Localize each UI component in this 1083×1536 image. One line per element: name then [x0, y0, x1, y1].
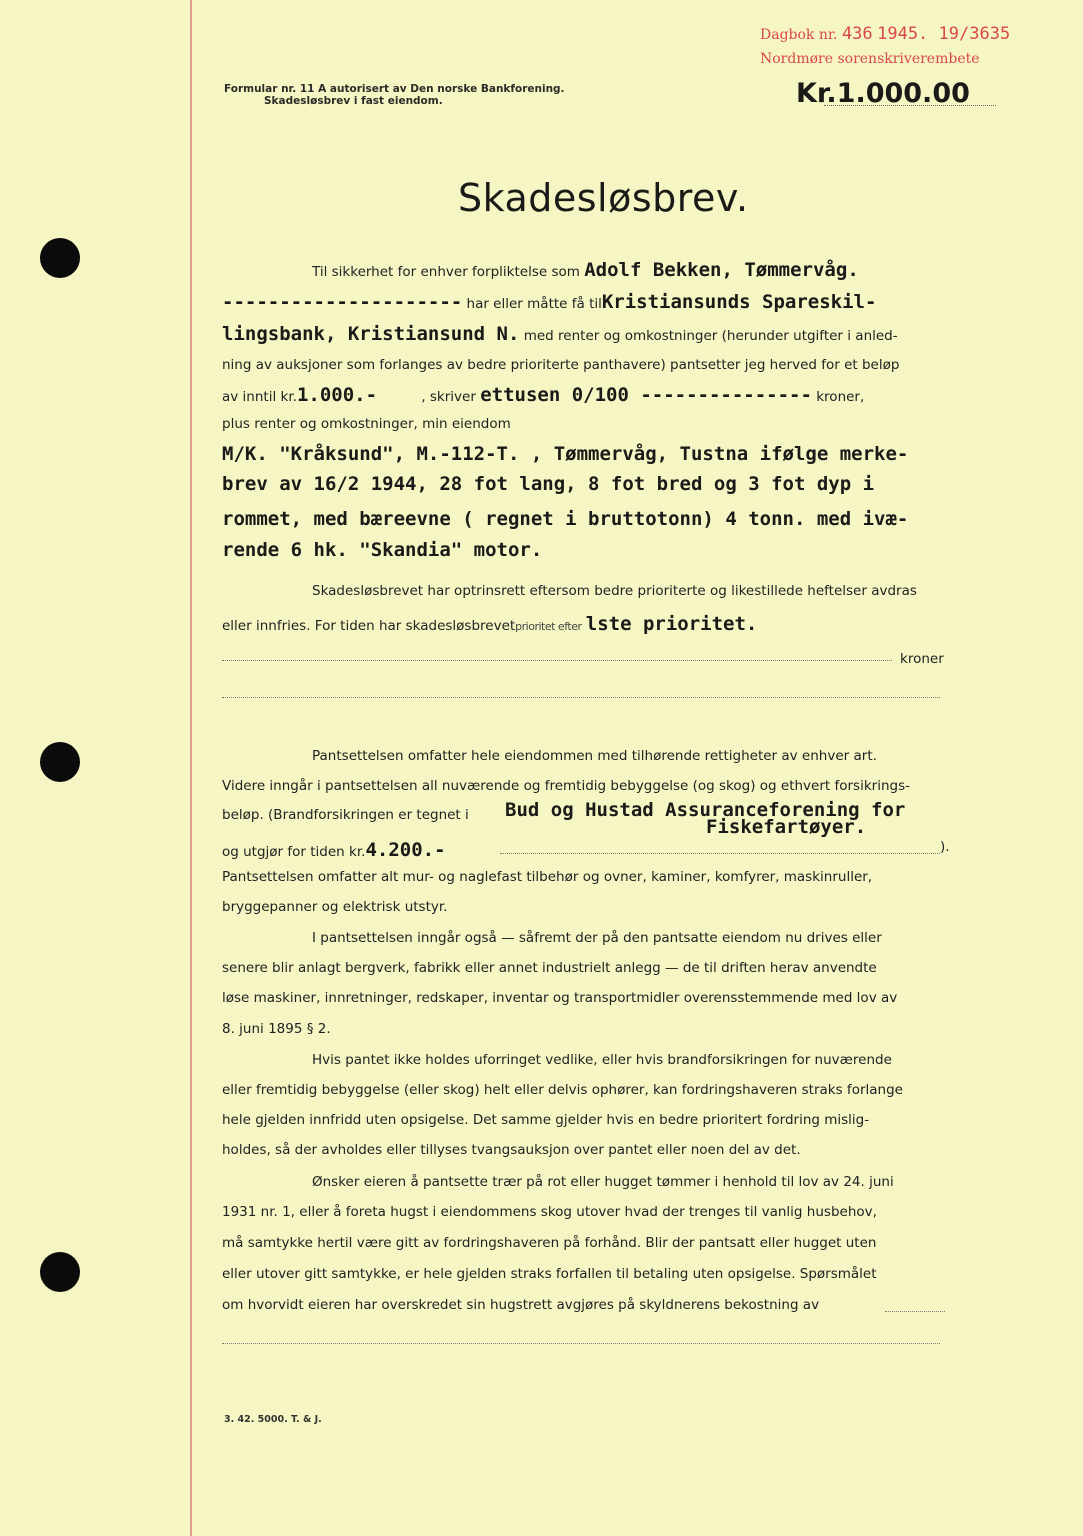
form-header: [224, 83, 565, 107]
debtor-name: Adolf Bekken, Tømmervåg.: [584, 259, 859, 281]
text-line: eller fremtidig bebyggelse (eller skog) helt eller delvis ophører, kan fordringshaveren straks forlange: [222, 1082, 903, 1098]
property-line: rommet, med bæreevne ( regnet i bruttotonn) 4 tonn. med ivæ-: [222, 508, 909, 530]
form-header-line2: Skadesløsbrev i fast eiendom.: [264, 95, 443, 107]
amount-prefix: Kr.: [796, 78, 837, 109]
dash-fill: ---------------------: [222, 291, 463, 313]
insurer-name-b: Fiskefartøyer.: [706, 816, 867, 838]
text-line: og utgjør for tiden kr.4.200.-: [222, 839, 446, 861]
text-line: kroner: [900, 651, 944, 667]
amount-value: 1.000.00: [836, 78, 970, 109]
text-line: beløp. (Brandforsikringen er tegnet i: [222, 807, 469, 823]
text-line: Ønsker eieren å pantsette trær på rot eller hugget tømmer i henhold til lov av 24. juni: [312, 1174, 894, 1190]
blank-line: [222, 697, 940, 698]
text-line: Videre inngår i pantsettelsen all nuværende og fremtidig bebyggelse (og skog) og ethvert forsikrings-: [222, 778, 910, 794]
blank-line: [885, 1311, 945, 1312]
text-line: lingsbank, Kristiansund N. med renter og omkostninger (herunder utgifter i anled-: [222, 323, 898, 345]
text-line: løse maskiner, innretninger, redskaper, inventar og transportmidler overensstemmende med lov av: [222, 990, 898, 1006]
text-line: hele gjelden innfridd uten opsigelse. Det samme gjelder hvis en bedre prioritert fordring mislig-: [222, 1112, 870, 1128]
stamp-number: 436: [841, 24, 873, 44]
stamp-page: 635: [979, 24, 1011, 44]
text-line: må samtykke hertil være gitt av fordringshaveren på forhånd. Blir der pantsatt eller hugget uten: [222, 1235, 877, 1251]
amount-box: [796, 78, 970, 109]
form-header-line1: Formular nr. 11 A autorisert av Den norske Bankforening.: [224, 83, 565, 95]
stamp-label: Dagbok nr.: [760, 27, 838, 43]
insured-amount: 4.200.-: [365, 839, 446, 861]
text-line: I pantsettelsen inngår også — såfremt der på den pantsatte eiendom nu drives eller: [312, 930, 882, 946]
amount-digits: 1.000.-: [296, 384, 378, 406]
punch-hole: [40, 238, 80, 278]
struck-text: prioritet efter: [515, 620, 582, 633]
text-line: plus renter og omkostninger, min eiendom: [222, 416, 511, 432]
text-line: 1931 nr. 1, eller å foreta hugst i eiendommens skog utover hvad der trenges til vanlig husbehov,: [222, 1204, 877, 1220]
text-line: holdes, så der avholdes eller tillyses tvangsauksjon over pantet eller noen del av det.: [222, 1142, 801, 1158]
text-line: eller innfries. For tiden har skadesløsbrevetprioritet efter lste prioritet.: [222, 613, 758, 635]
document-title: Skadesløsbrev.: [458, 176, 749, 220]
text-line: eller utover gitt samtykke, er hele gjelden straks forfallen til betaling uten opsigelse. Spørsmålet: [222, 1266, 877, 1282]
stamp-date: 1945. 19/3: [877, 24, 980, 44]
blank-line: [222, 660, 892, 661]
punch-hole: [40, 1252, 80, 1292]
text-line: Hvis pantet ikke holdes uforringet vedlike, eller hvis brandforsikringen for nuværende: [312, 1052, 892, 1068]
property-line: M/K. "Kråksund", M.-112-T. , Tømmervåg, Tustna ifølge merke-: [222, 443, 909, 465]
stamp-office: Nordmøre sorenskriverembete: [760, 51, 980, 67]
blank-line: [222, 1343, 940, 1344]
property-line: rende 6 hk. "Skandia" motor.: [222, 539, 543, 561]
text-line: Pantsettelsen omfatter alt mur- og naglefast tilbehør og ovner, kaminer, komfyrer, maskinruller,: [222, 869, 873, 885]
text-line: ning av auksjoner som forlanges av bedre prioriterte panthavere) pantsetter jeg herved for et beløp: [222, 357, 900, 373]
text-line: --------------------- har eller måtte få tilKristiansunds Spareskil-: [222, 291, 877, 313]
margin-rule: [190, 0, 192, 1536]
amount-words: ettusen 0/100 ---------------: [480, 384, 812, 406]
text-line: 8. juni 1895 § 2.: [222, 1021, 331, 1037]
creditor-name-b: lingsbank, Kristiansund N.: [222, 323, 520, 345]
priority-value: lste prioritet.: [585, 613, 758, 635]
text-line: av inntil kr.1.000.- , skriver ettusen 0/100 --------------- kroner,: [222, 384, 865, 406]
creditor-name-a: Kristiansunds Spareskil-: [601, 291, 877, 313]
text-line: Til sikkerhet for enhver forpliktelse som Adolf Bekken, Tømmervåg.: [312, 259, 859, 281]
registry-stamp: [760, 22, 1010, 71]
property-line: brev av 16/2 1944, 28 fot lang, 8 fot bred og 3 fot dyp i: [222, 473, 875, 495]
insurer-name-a: Bud og Hustad Assuranceforening for: [505, 799, 906, 821]
text-line: senere blir anlagt bergverk, fabrikk eller annet industrielt anlegg — de til driften herav anvendte: [222, 960, 877, 976]
text-line: bryggepanner og elektrisk utstyr.: [222, 899, 448, 915]
print-code: 3. 42. 5000. T. & J.: [224, 1414, 322, 1425]
punch-hole: [40, 742, 80, 782]
blank-line: [500, 853, 940, 854]
text-line: om hvorvidt eieren har overskredet sin hugstrett avgjøres på skyldnerens bekostning av: [222, 1297, 820, 1313]
text-line: ).: [940, 839, 950, 855]
text-line: Skadesløsbrevet har optrinsrett eftersom bedre prioriterte og likestillede heftelser avdras: [312, 583, 917, 599]
text-line: Pantsettelsen omfatter hele eiendommen med tilhørende rettigheter av enhver art.: [312, 748, 877, 764]
